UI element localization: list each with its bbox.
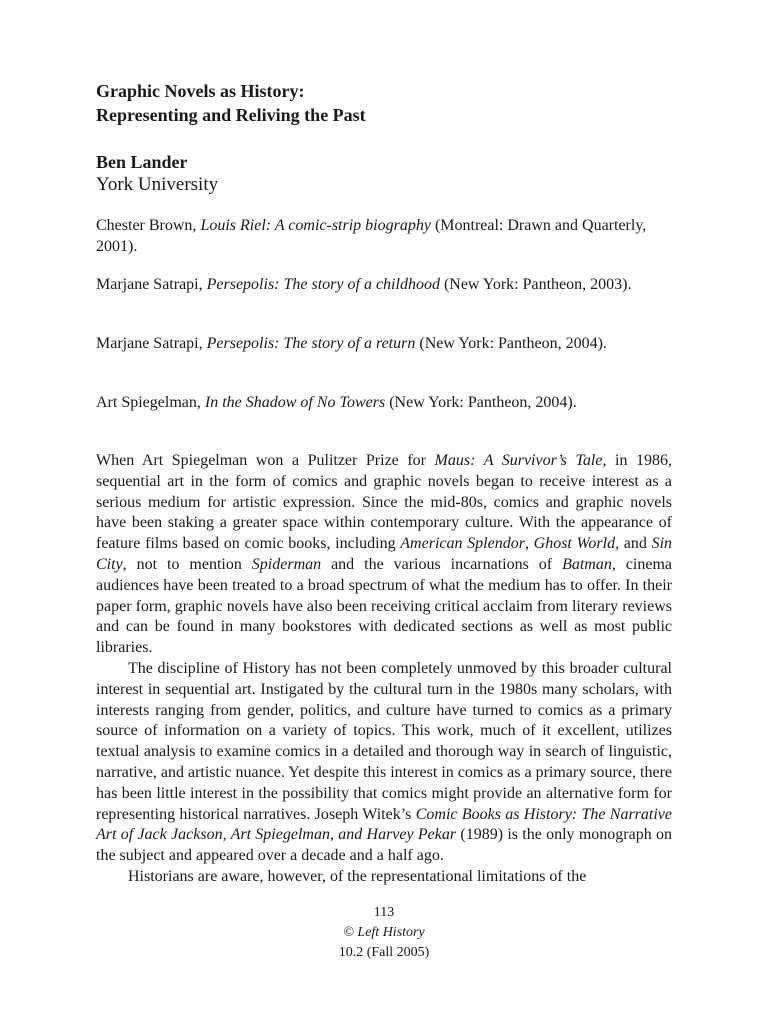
article-title	[96, 79, 672, 127]
text-run: , not to mention	[122, 555, 252, 573]
text-run: When Art Spiegelman won a Pulitzer Prize for	[96, 452, 435, 469]
reference-item	[96, 392, 672, 413]
text-run: (1989) is the only monograph on the subject and appeared over a decade and a half ago.	[96, 826, 672, 865]
title-line-1: Graphic Novels as History:	[96, 81, 305, 101]
italic-title: Ghost World,	[533, 535, 620, 553]
body-paragraph-2	[96, 659, 672, 867]
text-run: Historians are aware, however, of the representational limitations of the	[128, 867, 587, 885]
reference-author: Art Spiegelman,	[96, 394, 205, 411]
italic-title: American Splendor	[400, 535, 525, 553]
text-run: ,	[524, 535, 534, 553]
text-run: and the various incarnations of	[321, 555, 563, 573]
reference-author: Marjane Satrapi,	[96, 335, 207, 352]
reference-title: In the Shadow of No Towers	[204, 394, 386, 411]
italic-title: Sin City	[96, 535, 673, 573]
italic-title: Spiderman	[251, 555, 322, 573]
title-line-2: Representing and Reliving the Past	[96, 105, 366, 125]
italic-title: Maus: A Survivor’s Tale	[434, 452, 603, 469]
italic-title: Batman	[562, 555, 612, 573]
reference-author: Marjane Satrapi,	[96, 276, 207, 293]
reference-publisher: (New York: Pantheon, 2004).	[415, 335, 607, 352]
journal-issue: 10.2 (Fall 2005)	[338, 945, 430, 960]
italic-title: Comic Books as History: The Narrative Art of Jack Jackson, Art Spiegelman, and Harvey Pekar	[96, 805, 672, 844]
reference-title: Louis Riel: A comic-strip biography	[200, 217, 431, 234]
text-run: , cinema audiences have been treated to a broad spectrum of what the medium has to offer. In their paper form, graphic novels have also been receiving critical acclaim from literary reviews and can be found in many bookstores with dedicated sections as well as most public libraries.	[96, 555, 673, 657]
author-name: Ben Lander	[96, 152, 188, 172]
article-body	[96, 451, 672, 888]
reference-item	[96, 215, 672, 257]
text-run: and	[619, 535, 652, 553]
reference-publisher: (Montreal: Drawn and Quarterly, 2001).	[96, 217, 647, 255]
reference-author: Chester Brown,	[96, 217, 201, 234]
page-number: 113	[373, 905, 395, 920]
body-paragraph-3	[96, 867, 672, 888]
reference-publisher: (New York: Pantheon, 2004).	[385, 394, 577, 411]
text-run: , in 1986, sequential art in the form of comics and graphic novels began to receive interest as a serious medium for artistic expression. Since the mid-80s, comics and graphic novels have been staking a greater space within contemporary culture. With the appearance of feature films based on comic books, including	[96, 452, 672, 553]
reference-title: Persepolis: The story of a childhood	[206, 276, 440, 293]
reference-item	[96, 333, 672, 354]
body-paragraph-1	[96, 451, 672, 659]
text-run: The discipline of History has not been completely unmoved by this broader cultural interest in sequential art. Instigated by the cultural turn in the 1980s many scholars, with interests ranging from gender, politics, and culture have turned to comics as a primary source of information on a variety of topics. This work, much of it excellent, utilizes textual analysis to examine comics in a detailed and thorough way in search of linguistic, narrative, and artistic nuance. Yet despite this interest in comics as a primary source, there has been little interest in the possibility that comics might provide an alternative form for representing historical narratives. Joseph Witek’s	[96, 659, 672, 823]
journal-name: © Left History	[343, 925, 425, 940]
author-affiliation: York University	[96, 174, 219, 195]
reference-title: Persepolis: The story of a return	[206, 335, 416, 352]
reference-publisher: (New York: Pantheon, 2003).	[439, 276, 632, 293]
reference-item	[96, 274, 672, 295]
